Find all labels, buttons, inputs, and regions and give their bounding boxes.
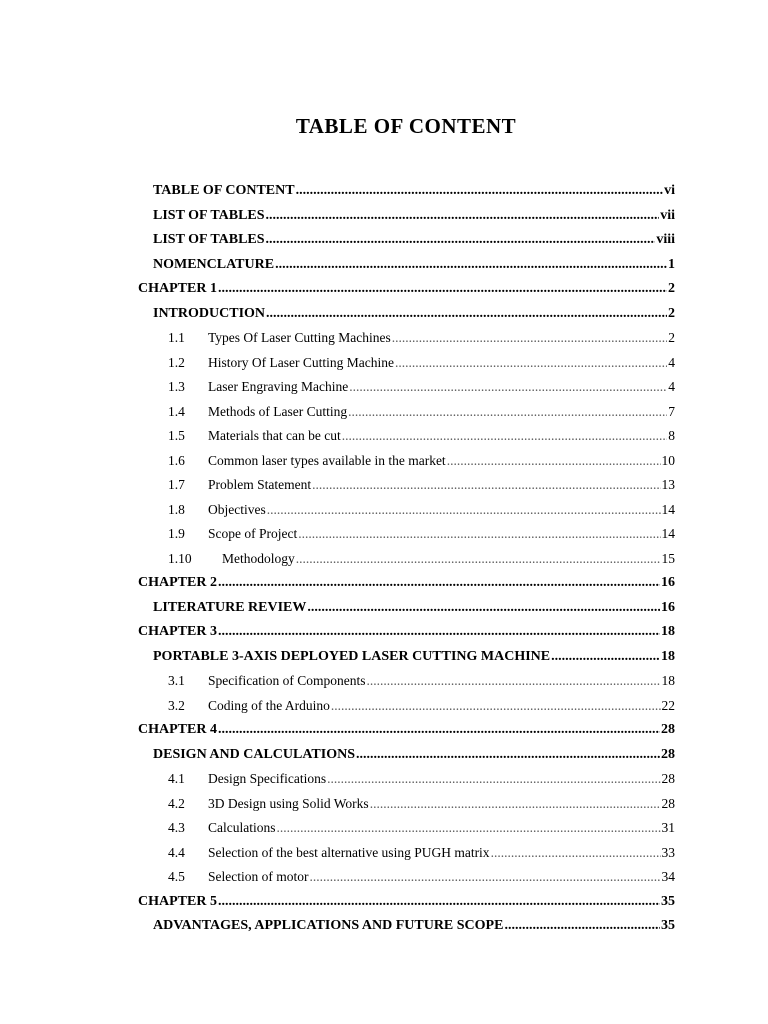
dot-leader <box>551 645 660 670</box>
toc-entry <box>0 302 675 327</box>
dot-leader <box>395 351 667 376</box>
toc-entry-title: Objectives <box>208 501 266 517</box>
toc-entry <box>0 498 675 523</box>
toc-entry <box>0 571 675 596</box>
toc-entry-title: CHAPTER 4 <box>138 722 217 737</box>
toc-entry <box>0 694 675 719</box>
table-of-contents <box>0 179 768 939</box>
toc-entry-page-number: 10 <box>661 452 675 468</box>
toc-entry-page-number: 13 <box>661 477 675 492</box>
toc-entry-number: 1.1 <box>168 330 185 345</box>
toc-entry-page-number: 16 <box>661 575 675 590</box>
toc-entry-number: 4.5 <box>168 869 185 884</box>
toc-entry-title: NOMENCLATURE <box>153 256 275 272</box>
toc-entry-number: 1.5 <box>168 428 185 443</box>
toc-entry-title: INTRODUCTION <box>153 305 266 321</box>
toc-entry <box>0 718 675 743</box>
toc-entry <box>0 473 675 498</box>
toc-entry-title: Specification of Components <box>208 673 366 688</box>
toc-entry <box>0 179 675 204</box>
toc-entry-title: Scope of Project <box>208 526 298 541</box>
toc-entry <box>0 547 675 572</box>
toc-entry-number: 4.2 <box>168 795 185 811</box>
toc-entry-page-number: 18 <box>661 624 675 639</box>
toc-entry <box>0 522 675 547</box>
toc-entry-title: History Of Laser Cutting Machine <box>208 354 394 370</box>
toc-entry <box>0 449 675 474</box>
dot-leader <box>298 522 660 547</box>
toc-entry-page-number: 28 <box>661 722 675 737</box>
dot-leader <box>504 914 660 939</box>
dot-leader <box>309 865 660 890</box>
toc-entry <box>0 277 675 302</box>
toc-entry-number: 1.8 <box>168 501 185 517</box>
toc-entry-page-number: 16 <box>661 599 675 615</box>
toc-entry-title: CHAPTER 1 <box>138 281 217 296</box>
toc-entry-page-number: 14 <box>661 501 675 517</box>
dot-leader <box>218 620 660 645</box>
toc-entry-title: Common laser types available in the market <box>208 452 446 468</box>
toc-entry-title: CHAPTER 2 <box>138 575 217 590</box>
toc-entry-page-number: 28 <box>661 746 675 762</box>
toc-entry <box>0 865 675 890</box>
toc-entry-page-number: 35 <box>661 918 675 933</box>
toc-entry <box>0 204 675 229</box>
toc-entry-page-number: 31 <box>661 820 675 835</box>
dot-leader <box>275 253 667 278</box>
dot-leader <box>277 816 661 841</box>
toc-entry-title: Problem Statement <box>208 477 312 492</box>
toc-entry-number: 4.1 <box>168 771 185 786</box>
toc-entry-page-number: viii <box>656 232 675 247</box>
dot-leader <box>218 571 660 596</box>
toc-entry-number: 1.6 <box>168 452 185 468</box>
dot-leader <box>447 449 661 474</box>
page-title: TABLE OF CONTENT <box>295 114 517 138</box>
toc-entry-title: CHAPTER 5 <box>138 893 217 909</box>
toc-entry-page-number: vii <box>660 207 675 223</box>
toc-entry <box>0 620 675 645</box>
toc-entry-title: Selection of the best alternative using PUGH matrix <box>208 844 490 860</box>
toc-entry-page-number: 4 <box>668 379 675 394</box>
toc-entry <box>0 669 675 694</box>
toc-entry-title: CHAPTER 3 <box>138 624 217 639</box>
toc-entry-title: Laser Engraving Machine <box>208 379 349 394</box>
dot-leader <box>327 767 660 792</box>
dot-leader <box>312 473 660 498</box>
toc-entry <box>0 596 675 621</box>
toc-entry-number: 1.3 <box>168 379 185 394</box>
toc-entry-title: Design Specifications <box>208 771 327 786</box>
toc-entry-page-number: 14 <box>661 526 675 541</box>
toc-entry-number: 1.2 <box>168 354 185 370</box>
toc-entry-page-number: 33 <box>661 844 675 860</box>
toc-entry-page-number: 18 <box>661 648 675 664</box>
dot-leader <box>218 277 667 302</box>
toc-entry-number: 1.9 <box>168 526 185 541</box>
dot-leader <box>331 694 661 719</box>
toc-entry-page-number: 34 <box>661 869 675 884</box>
dot-leader <box>296 547 661 572</box>
dot-leader <box>307 596 660 621</box>
dot-leader <box>392 326 667 351</box>
dot-leader <box>218 890 660 915</box>
toc-entry-title: ADVANTAGES, APPLICATIONS AND FUTURE SCOPE <box>153 918 504 933</box>
toc-entry <box>0 253 675 278</box>
toc-entry <box>0 375 675 400</box>
toc-entry-page-number: 22 <box>661 697 675 713</box>
toc-entry-title: Methods of Laser Cutting <box>208 403 348 419</box>
toc-entry-title: LIST OF TABLES <box>153 207 265 223</box>
toc-entry-page-number: vi <box>664 183 675 198</box>
toc-entry-page-number: 2 <box>668 330 675 345</box>
toc-entry-title: Methodology <box>222 550 295 566</box>
toc-entry-title: TABLE OF CONTENT <box>153 183 295 198</box>
dot-leader <box>348 400 667 425</box>
dot-leader <box>266 204 660 229</box>
toc-entry-page-number: 28 <box>661 795 675 811</box>
toc-entry <box>0 914 675 939</box>
toc-entry-page-number: 2 <box>668 305 675 321</box>
dot-leader <box>349 375 667 400</box>
dot-leader <box>266 228 656 253</box>
toc-entry-number: 3.1 <box>168 673 185 688</box>
toc-entry <box>0 792 675 817</box>
toc-entry-title: Calculations <box>208 820 276 835</box>
toc-entry-number: 1.7 <box>168 477 185 492</box>
toc-entry <box>0 743 675 768</box>
dot-leader <box>218 718 660 743</box>
toc-entry-title: PORTABLE 3-AXIS DEPLOYED LASER CUTTING MACHINE <box>153 648 551 664</box>
toc-entry <box>0 400 675 425</box>
toc-entry-title: Selection of motor <box>208 869 309 884</box>
toc-entry-page-number: 15 <box>661 550 675 566</box>
toc-entry-page-number: 7 <box>668 403 675 419</box>
toc-entry-title: 3D Design using Solid Works <box>208 795 369 811</box>
toc-entry <box>0 645 675 670</box>
dot-leader <box>267 498 661 523</box>
toc-entry <box>0 424 675 449</box>
toc-entry-page-number: 8 <box>668 428 675 443</box>
toc-entry <box>0 326 675 351</box>
toc-entry-page-number: 4 <box>668 354 675 370</box>
toc-entry-title: Coding of the Arduino <box>208 697 330 713</box>
dot-leader <box>296 179 664 204</box>
toc-entry-title: LIST OF TABLES <box>153 232 265 247</box>
toc-entry-number: 3.2 <box>168 697 185 713</box>
toc-entry-number: 4.3 <box>168 820 185 835</box>
toc-entry-page-number: 35 <box>661 893 675 909</box>
toc-entry-number: 1.10 <box>168 550 192 566</box>
dot-leader <box>491 841 661 866</box>
toc-entry <box>0 841 675 866</box>
toc-entry-title: Materials that can be cut <box>208 428 341 443</box>
dot-leader <box>266 302 667 327</box>
dot-leader <box>342 424 668 449</box>
toc-entry-title: Types Of Laser Cutting Machines <box>208 330 391 345</box>
toc-entry <box>0 351 675 376</box>
toc-entry-title: DESIGN AND CALCULATIONS <box>153 746 356 762</box>
toc-entry-page-number: 1 <box>668 256 675 272</box>
toc-entry <box>0 767 675 792</box>
toc-entry-number: 4.4 <box>168 844 185 860</box>
toc-entry-title: LITERATURE REVIEW <box>153 599 307 615</box>
toc-entry <box>0 816 675 841</box>
dot-leader <box>356 743 660 768</box>
toc-entry <box>0 228 675 253</box>
toc-entry-page-number: 28 <box>661 771 675 786</box>
toc-entry-number: 1.4 <box>168 403 185 419</box>
dot-leader <box>370 792 661 817</box>
toc-entry-page-number: 18 <box>661 673 675 688</box>
toc-entry-page-number: 2 <box>668 281 675 296</box>
toc-entry <box>0 890 675 915</box>
dot-leader <box>366 669 660 694</box>
